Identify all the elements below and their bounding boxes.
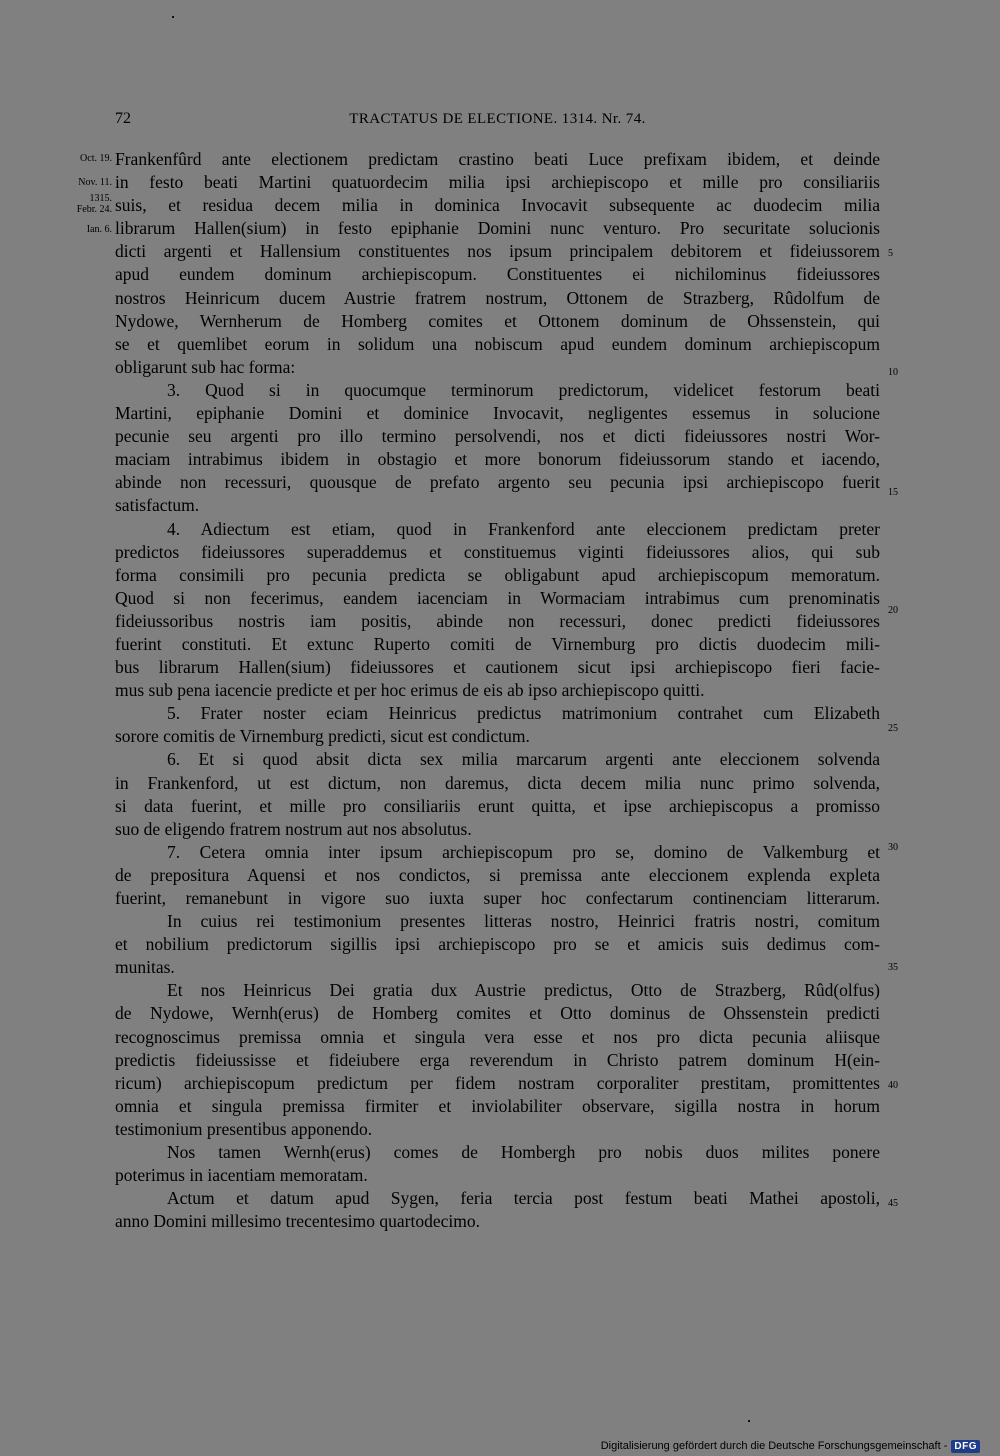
- text-line: recognoscimus premissa omnia et singula vera esse et nos pro dicta pecunia aliisque: [115, 1026, 880, 1047]
- text-line: et nobilium predictorum sigillis ipsi archiepiscopo pro se et amicis suis dedimus com-: [115, 934, 880, 955]
- text-line: mus sub pena iacencie predicte et per hoc erimus de eis ab ipso archiepiscopo quitti.: [115, 680, 705, 701]
- line-number: 5: [888, 248, 893, 259]
- page-number: 72: [115, 110, 131, 127]
- text-line: Quod si non fecerimus, eandem iacenciam in Wormaciam intrabimus cum prenominatis: [115, 587, 880, 608]
- text-line: Et nos Heinricus Dei gratia dux Austrie predictus, Otto de Strazberg, Rûd(olfus): [167, 980, 880, 1001]
- text-line: de prepositura Aquensi et nos condictos, si premissa ante eleccionem explenda expleta: [115, 864, 880, 885]
- text-line: de Nydowe, Wernh(erus) de Homberg comites et Otto dominus de Ohssenstein predicti: [115, 1003, 880, 1024]
- text-line: dicti argenti et Hallensium constituentes nos ipsum principalem debitorem et fideiussorem: [115, 241, 880, 262]
- text-line: Nos tamen Wernh(erus) comes de Hombergh pro nobis duos milites ponere: [167, 1142, 880, 1163]
- page-header: [115, 106, 880, 132]
- text-line: fuerint constituti. Et extunc Ruperto comiti de Virnemburg pro dictis duodecim mili-: [115, 633, 880, 654]
- text-line: predictis fideiussisse et fideiubere erga reverendum in Christo patrem dominum H(ein-: [115, 1049, 880, 1070]
- text-line: pecunie seu argenti pro illo termino persolvendi, nos et dicti fideiussores nostri Wor-: [115, 426, 880, 447]
- line-number: 15: [888, 487, 898, 498]
- text-line: 6. Et si quod absit dicta sex milia marcarum argenti ante eleccionem solvenda: [167, 749, 880, 770]
- text-line: 7. Cetera omnia inter ipsum archiepiscopum pro se, domino de Valkemburg et: [167, 841, 880, 862]
- text-line: maciam intrabimus ibidem in obstagio et more bonorum fideiussorum stando et iacendo,: [115, 449, 880, 470]
- text-line: anno Domini millesimo trecentesimo quartodecimo.: [115, 1211, 480, 1232]
- text-line: nostros Heinricum ducem Austrie fratrem nostrum, Ottonem de Strazberg, Rûdolfum de: [115, 287, 880, 308]
- line-number: 45: [888, 1198, 898, 1209]
- margin-note-ian: Ian. 6.: [86, 224, 112, 235]
- text-line: fuerint, remanebunt in vigore suo iuxta super hoc confectarum continenciam litterarum.: [115, 888, 880, 908]
- text-line: poterimus in iacentiam memoratam.: [115, 1165, 368, 1186]
- speck-bottom: [748, 1420, 750, 1422]
- text-line: munitas.: [115, 957, 175, 978]
- text-line: Martini, epiphanie Domini et dominice Invocavit, negligentes essemus in solucione: [115, 403, 880, 424]
- text-line: suis, et residua decem milia in dominica Invocavit subsequente ac duodecim milia: [115, 195, 880, 216]
- running-title: TRACTATUS DE ELECTIONE. 1314. Nr. 74.: [349, 111, 646, 127]
- text-line: in Frankenford, ut est dictum, non daremus, dicta decem milia nunc primo solvenda,: [115, 772, 880, 793]
- margin-note-year: 1315.: [89, 193, 112, 204]
- line-number: 10: [888, 367, 898, 378]
- text-line: In cuius rei testimonium presentes litteras nostro, Heinrici fratris nostri, comitum: [167, 911, 880, 932]
- text-line: obligarunt sub hac forma:: [115, 356, 296, 377]
- text-line: se et quemlibet eorum in solidum una nobiscum apud eundem dominum archiepiscopum: [115, 333, 880, 354]
- text-line: suo de eligendo fratrem nostrum aut nos absolutus.: [115, 818, 472, 839]
- speck-top: [172, 16, 174, 18]
- text-line: sorore comitis de Virnemburg predicti, sicut est condictum.: [115, 726, 530, 747]
- text-line: in festo beati Martini quatuordecim milia ipsi archiepiscopo et mille pro consiliariis: [115, 172, 880, 193]
- footer-credit: [601, 1438, 980, 1454]
- text-line: omnia et singula premissa firmiter et inviolabiliter observare, sigilla nostra in horum: [115, 1095, 880, 1116]
- text-line: Actum et datum apud Sygen, feria tercia post festum beati Mathei apostoli,: [167, 1188, 880, 1209]
- text-line: satisfactum.: [115, 495, 200, 516]
- text-line: abinde non recessuri, quousque de prefato argento seu pecunia ipsi archiepiscopo fuerit: [115, 472, 880, 493]
- text-line: ricum) archiepiscopum predictum per fidem nostram corporaliter prestitam, promittentes: [115, 1072, 880, 1093]
- footer-text: Digitalisierung gefördert durch die Deutsche Forschungsgemeinschaft -: [600, 1440, 948, 1452]
- line-number: 35: [888, 962, 898, 973]
- text-line: librarum Hallen(sium) in festo epiphanie Domini nunc venturo. Pro securitate solucionis: [115, 218, 880, 239]
- line-number: 20: [888, 605, 898, 616]
- text-line: Frankenfûrd ante electionem predictam crastino beati Luce prefixam ibidem, et deinde: [115, 149, 880, 169]
- text-line: 4. Adiectum est etiam, quod in Frankenford ante eleccionem predictam preter: [167, 518, 880, 539]
- line-number: 40: [888, 1080, 898, 1091]
- text-line: si data fuerint, et mille pro consiliariis erunt quitta, et ipse archiepiscopus a promisso: [115, 795, 880, 816]
- margin-note-nov: Nov. 11.: [78, 177, 112, 188]
- text-line: bus librarum Hallen(sium) fideiussores et cautionem sicut ipsi archiepiscopo fieri facie-: [115, 657, 880, 678]
- margin-note-febr: Febr. 24.: [76, 204, 112, 215]
- line-number: 25: [888, 723, 898, 734]
- text-line: Nydowe, Wernherum de Homberg comites et Ottonem dominum de Ohssenstein, qui: [115, 310, 880, 331]
- line-number: 30: [888, 842, 898, 853]
- margin-note-oct: Oct. 19.: [80, 153, 112, 164]
- text-line: 5. Frater noster eciam Heinricus predictus matrimonium contrahet cum Elizabeth: [167, 703, 880, 724]
- text-line: forma consimili pro pecunia predicta se obligabunt apud archiepiscopum memoratum.: [115, 564, 880, 585]
- dfg-logo: DFG: [951, 1440, 980, 1453]
- text-line: 3. Quod si in quocumque terminorum predictorum, videlicet festorum beati: [167, 379, 880, 400]
- text-line: fideiussoribus nostris iam positis, abinde non recessuri, donec predicti fideiussores: [115, 610, 880, 631]
- text-line: predictos fideiussores superaddemus et constituemus viginti fideiussores alios, qui sub: [115, 541, 880, 562]
- body-text: [115, 148, 880, 1233]
- text-line: apud eundem dominum archiepiscopum. Constituentes ei nichilominus fideiussores: [115, 264, 880, 285]
- text-line: testimonium presentibus apponendo.: [115, 1118, 373, 1139]
